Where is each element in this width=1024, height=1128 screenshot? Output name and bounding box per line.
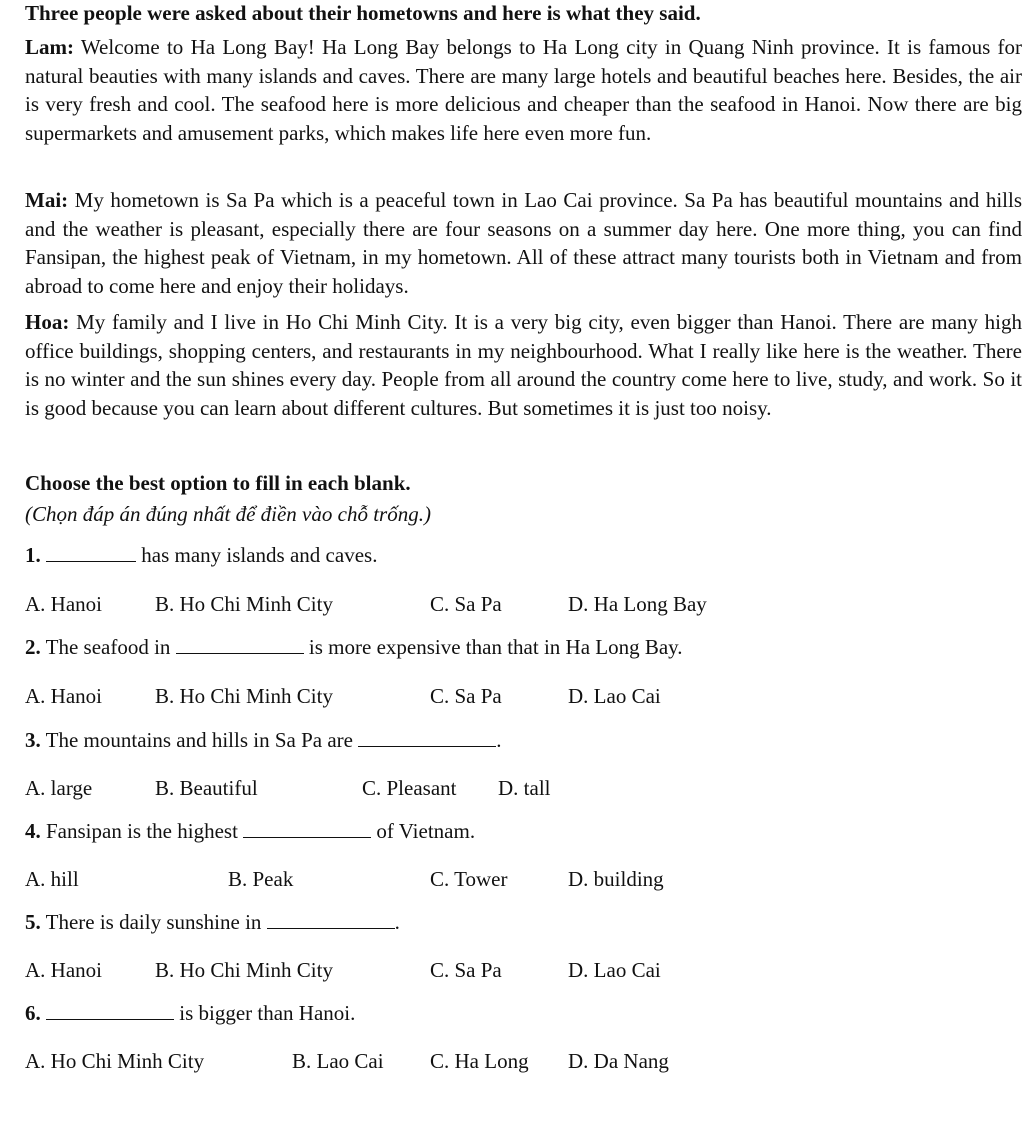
question-5 (25, 909, 400, 935)
question-text-after: . (394, 910, 400, 934)
option-a[interactable]: A. Hanoi (25, 592, 102, 616)
answer-blank[interactable] (358, 728, 496, 747)
question-number: 1. (25, 543, 41, 567)
option-c[interactable]: C. Pleasant (362, 776, 457, 800)
instruction-heading: Choose the best option to fill in each blank. (25, 471, 411, 495)
option-d[interactable]: D. Lao Cai (568, 684, 661, 708)
option-a[interactable]: A. large (25, 776, 93, 800)
answer-blank[interactable] (46, 1001, 174, 1020)
speaker-name: Hoa (25, 310, 63, 334)
passage-mai: Mai: My hometown is Sa Pa which is a peaceful town in Lao Cai province. Sa Pa has beautiful mountains and hills and the weather is pleasant, especially there are four seasons on a summer day here. One more thing, you can find Fansipan, the highest peak of Vietnam, in my hometown. All of these attract many tourists both in Vietnam and from abroad to come here and enjoy their holidays. (25, 188, 1022, 298)
option-c[interactable]: C. Sa Pa (430, 684, 502, 708)
question-number: 5. (25, 910, 41, 934)
answer-blank[interactable] (176, 635, 304, 654)
option-b[interactable]: B. Lao Cai (292, 1049, 384, 1073)
option-b[interactable]: B. Ho Chi Minh City (155, 958, 333, 982)
option-c[interactable]: C. Tower (430, 867, 508, 891)
option-a[interactable]: A. Hanoi (25, 684, 102, 708)
option-d[interactable]: D. building (568, 867, 664, 891)
instruction-translation: (Chọn đáp án đúng nhất để điền vào chỗ trống.) (25, 502, 431, 526)
question-number: 4. (25, 819, 41, 843)
option-d[interactable]: D. Da Nang (568, 1049, 669, 1073)
question-text-before: The seafood in (45, 635, 171, 659)
passage-text: My family and I live in Ho Chi Minh City. It is a very big city, even bigger than Hanoi. There are many high office buildings, shopping centers, and restaurants in my neighbourhood. What I really like here is the weather. There is no winter and the sun shines every day. People from all around the country come here to live, study, and work. So it is good because you can learn about different cultures. But sometimes it is just too noisy. (25, 310, 1023, 420)
speaker-name: Mai (25, 188, 62, 212)
question-text-after: has many islands and caves. (141, 543, 378, 567)
question-3 (25, 727, 502, 753)
passage-text: My hometown is Sa Pa which is a peaceful town in Lao Cai province. Sa Pa has beautiful mountains and hills and the weather is pleasant, especially there are four seasons on a summer day here. One more thing, you can find Fansipan, the highest peak of Vietnam, in my hometown. All of these attract many tourists both in Vietnam and from abroad to come here and enjoy their holidays. (25, 188, 1022, 298)
passage-lam: Lam: Welcome to Ha Long Bay! Ha Long Bay belongs to Ha Long city in Quang Ninh province. It is famous for natural beauties with many islands and caves. There are many large hotels and beautiful beaches here. Besides, the air is very fresh and cool. The seafood here is more delicious and cheaper than the seafood in Hanoi. Now there are big supermarkets and amusement parks, which makes life here even more fun. (25, 35, 1023, 145)
question-2 (25, 634, 683, 660)
question-text-before: The mountains and hills in Sa Pa are (45, 728, 353, 752)
passage-hoa: Hoa: My family and I live in Ho Chi Minh City. It is a very big city, even bigger than Hanoi. There are many high office buildings, shopping centers, and restaurants in my neighbourhood. What I really like here is the weather. There is no winter and the sun shines every day. People from all around the country come here to live, study, and work. So it is good because you can learn about different cultures. But sometimes it is just too noisy. (25, 310, 1023, 420)
question-6 (25, 1000, 355, 1026)
question-text-after: is more expensive than that in Ha Long Bay. (308, 635, 683, 659)
option-c[interactable]: C. Sa Pa (430, 592, 502, 616)
option-d[interactable]: D. Ha Long Bay (568, 592, 707, 616)
option-a[interactable]: A. Ho Chi Minh City (25, 1049, 205, 1073)
speaker-name: Lam (25, 35, 67, 59)
page-title: Three people were asked about their hometowns and here is what they said. (25, 1, 701, 25)
option-d[interactable]: D. Lao Cai (568, 958, 661, 982)
question-number: 3. (25, 728, 41, 752)
question-4 (25, 818, 475, 844)
answer-blank[interactable] (243, 819, 371, 838)
question-text-before: Fansipan is the highest (46, 819, 238, 843)
question-text-after: is bigger than Hanoi. (179, 1001, 356, 1025)
answer-blank[interactable] (46, 543, 136, 562)
question-number: 2. (25, 635, 41, 659)
option-a[interactable]: A. Hanoi (25, 958, 102, 982)
question-number: 6. (25, 1001, 41, 1025)
option-b[interactable]: B. Beautiful (155, 776, 258, 800)
option-b[interactable]: B. Peak (228, 867, 294, 891)
question-text-before: There is daily sunshine in (45, 910, 262, 934)
passage-text: Welcome to Ha Long Bay! Ha Long Bay belongs to Ha Long city in Quang Ninh province. It is famous for natural beauties with many islands and caves. There are many large hotels and beautiful beaches here. Besides, the air is very fresh and cool. The seafood here is more delicious and cheaper than the seafood in Hanoi. Now there are big supermarkets and amusement parks, which makes life here even more fun. (25, 35, 1023, 145)
question-text-after: of Vietnam. (376, 819, 476, 843)
question-text-after: . (496, 728, 502, 752)
option-a[interactable]: A. hill (25, 867, 79, 891)
option-d[interactable]: D. tall (498, 776, 551, 800)
option-b[interactable]: B. Ho Chi Minh City (155, 684, 333, 708)
option-b[interactable]: B. Ho Chi Minh City (155, 592, 333, 616)
answer-blank[interactable] (267, 910, 395, 929)
option-c[interactable]: C. Ha Long (430, 1049, 529, 1073)
question-1 (25, 542, 377, 568)
option-c[interactable]: C. Sa Pa (430, 958, 502, 982)
